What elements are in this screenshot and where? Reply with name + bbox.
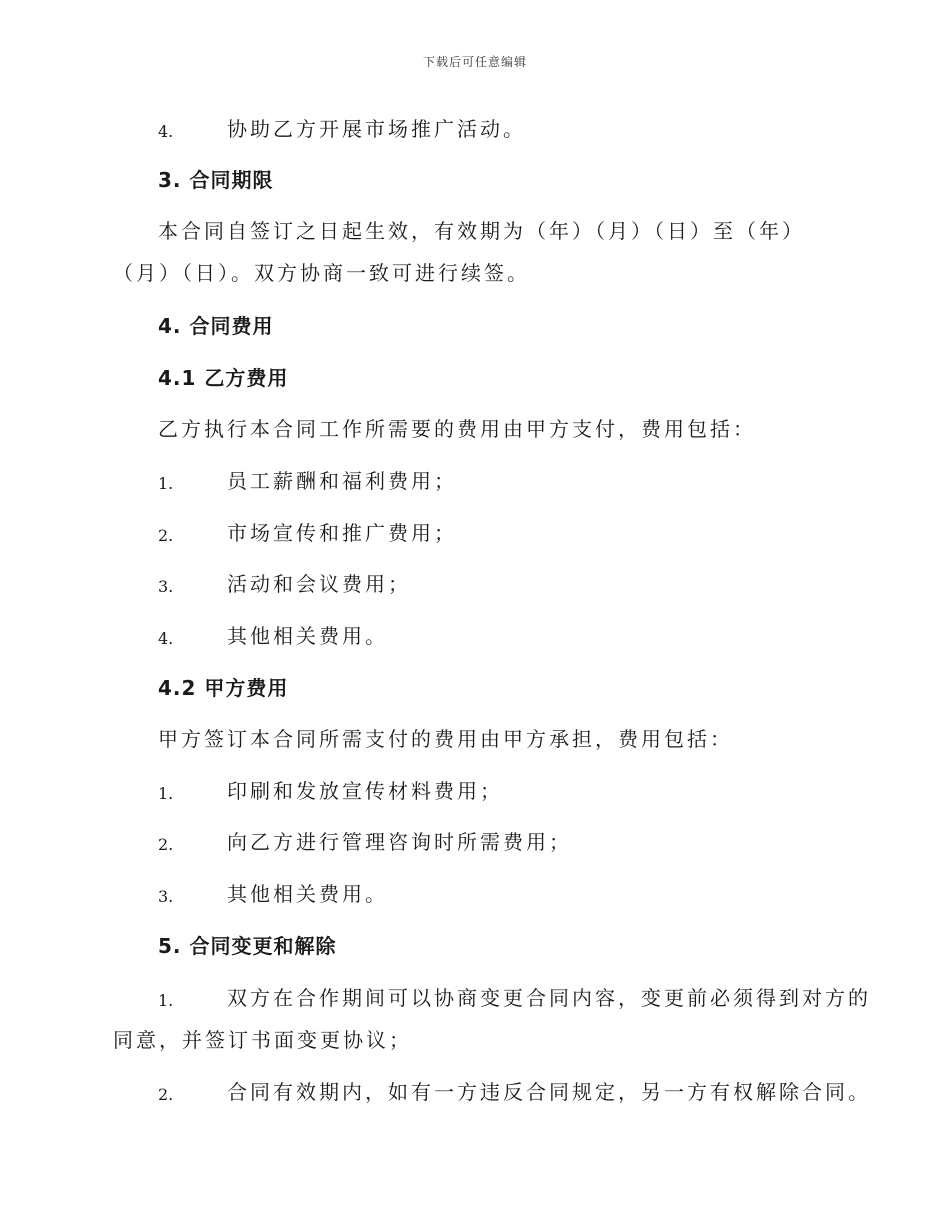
section-heading-text: 4. 合同费用 [158,314,274,338]
list-item-number: 3. [158,577,174,596]
section-heading-text: 3. 合同期限 [158,168,274,192]
list-item-text: 员工薪酬和福利费用； [227,469,457,493]
paragraph-text: 乙方执行本合同工作所需要的费用由甲方支付，费用包括： [158,417,756,441]
list-item-number: 1. [158,474,174,493]
list-item-number: 4. [158,122,174,141]
list-item-number: 2. [158,1085,174,1104]
list-item-text: 同意，并签订书面变更协议； [113,1028,412,1052]
list-item-number: 1. [158,991,174,1010]
list-item-text: 协助乙方开展市场推广活动。 [227,117,526,141]
paragraph-text: 本合同自签订之日起生效，有效期为（年）（月）（日）至（年） [158,219,805,243]
list-item-text: 向乙方进行管理咨询时所需费用； [227,830,572,854]
list-item-number: 3. [158,887,174,906]
list-item-text: 活动和会议费用； [227,572,411,596]
paragraph-text: （月）（日）。双方协商一致可进行续签。 [113,261,530,285]
list-item-text: 其他相关费用。 [227,882,388,906]
list-item-text: 市场宣传和推广费用； [227,521,457,545]
list-item-number: 4. [158,629,174,648]
subsection-heading-text: 4.1 乙方费用 [158,366,289,390]
list-item-number: 1. [158,784,174,803]
list-item-text: 双方在合作期间可以协商变更合同内容，变更前必须得到对方的 [227,986,871,1010]
list-item-number: 2. [158,835,174,854]
paragraph-text: 甲方签订本合同所需支付的费用由甲方承担，费用包括： [158,727,733,751]
list-item-text: 合同有效期内，如有一方违反合同规定，另一方有权解除合同。 [227,1080,871,1104]
section-heading-text: 5. 合同变更和解除 [158,934,337,958]
subsection-heading-text: 4.2 甲方费用 [158,676,289,700]
list-item-text: 印刷和发放宣传材料费用； [227,779,503,803]
list-item-text: 其他相关费用。 [227,624,388,648]
list-item-number: 2. [158,526,174,545]
page-header-note: 下载后可任意编辑 [422,55,527,69]
